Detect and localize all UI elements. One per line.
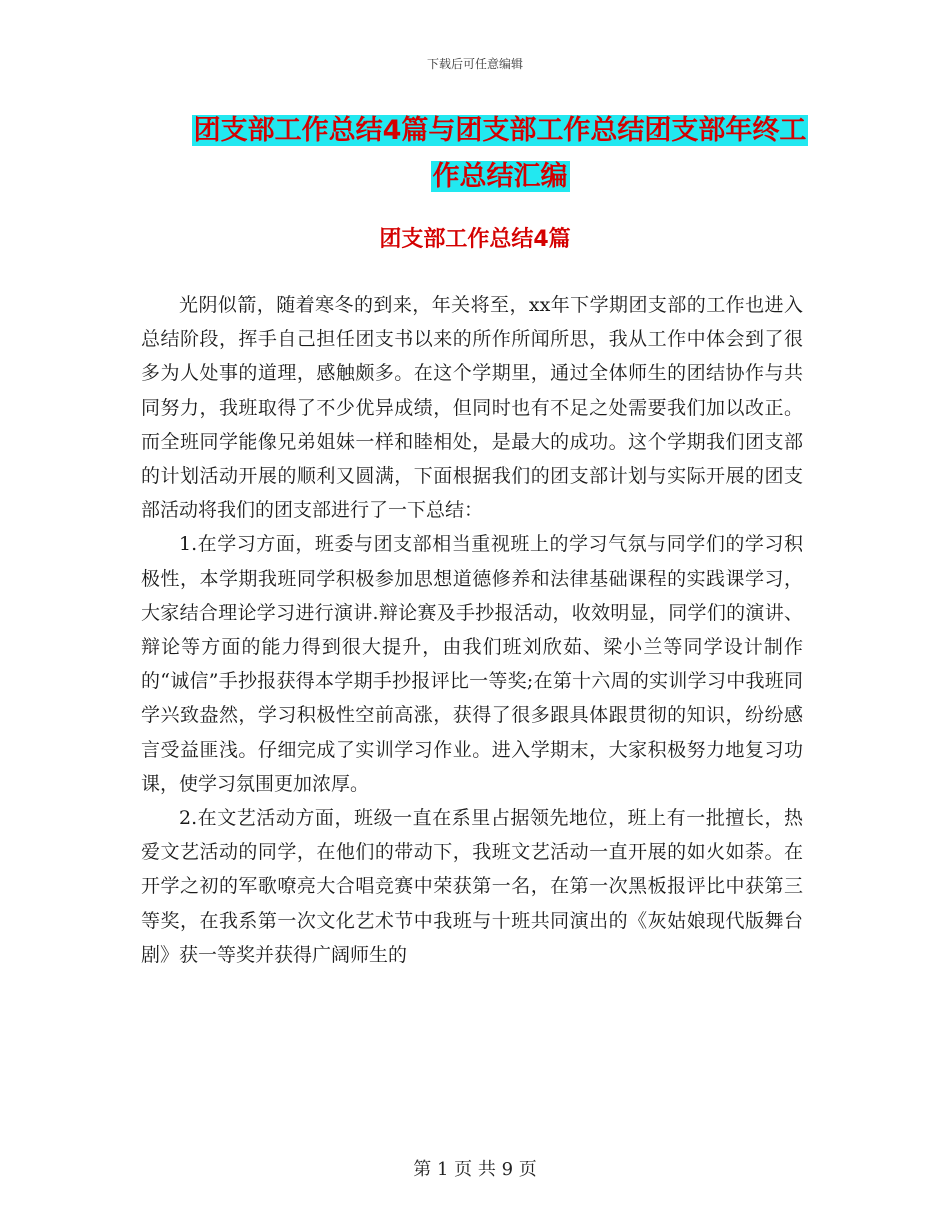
header-note: 下载后可任意编辑 [426,57,523,71]
title-line-1: 团支部工作总结4篇与团支部工作总结团支部年终工 [193,115,807,146]
paragraph-study: 1.在学习方面，班委与团支部相当重视班上的学习气氛与同学们的学习积极性，本学期我班同学积极参加思想道德修养和法律基础课程的实践课学习，大家结合理论学习进行演讲.辩论赛及手抄报活动，收效明显，同学们的演讲、辩论等方面的能力得到很大提升，由我们班刘欣茹、梁小兰等同学设计制作的“诚信”手抄报获得本学期手抄报评比一等奖;在第十六周的实训学习中我班同学兴致盎然，学习积极性空前高涨，获得了很多跟具体跟贯彻的知识，纷纷感言受益匪浅。仔细完成了实训学习作业。进入学期末，大家积极努力地复习功课，使学习氛围更加浓厚。 [141,533,803,795]
paragraph-intro: 光阴似箭，随着寒冬的到来，年关将至，xx年下学期团支部的工作也进入总结阶段，挥手自己担任团支书以来的所作所闻所思，我从工作中体会到了很多为人处事的道理，感触颇多。在这个学期里，通过全体师生的团结协作与共同努力，我班取得了不少优异成绩，但同时也有不足之处需要我们加以改正。而全班同学能像兄弟姐妹一样和睦相处，是最大的成功。这个学期我们团支部的计划活动开展的顺利又圆满，下面根据我们的团支部计划与实际开展的团支部活动将我们的团支部进行了一下总结： [141,294,803,522]
paragraph-arts: 2.在文艺活动方面，班级一直在系里占据领先地位，班上有一批擅长，热爱文艺活动的同学，在他们的带动下，我班文艺活动一直开展的如火如荼。在开学之初的军歌嘹亮大合唱竞赛中荣获第一名，在第一次黑板报评比中获第三等奖，在我系第一次文化艺术节中我班与十班共同演出的《灰姑娘现代版舞台剧》获一等奖并获得广阔师生的 [141,807,803,966]
document-title [140,108,860,200]
title-line-2: 作总结汇编 [432,161,568,192]
page-number: 第 1 页 共 9 页 [413,1159,537,1180]
document-body [141,288,803,972]
section-title: 团支部工作总结4篇 [379,227,571,252]
